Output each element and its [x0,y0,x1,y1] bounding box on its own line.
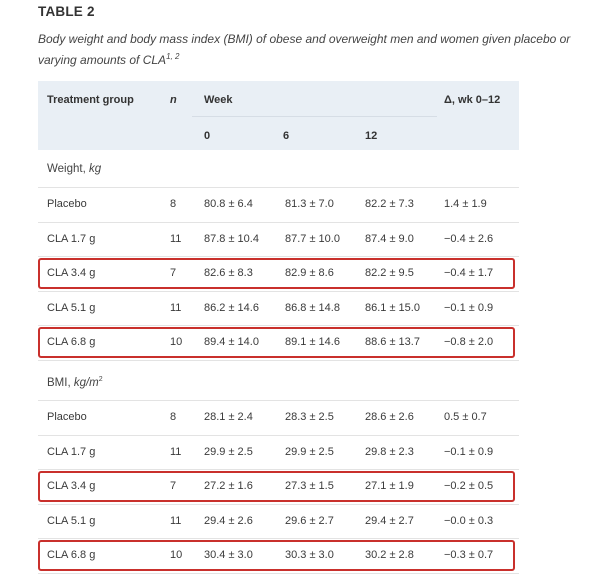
cell-week-12: 82.2 ± 9.5 [365,267,414,279]
row-divider [38,325,519,326]
cell-week-0: 86.2 ± 14.6 [204,301,259,314]
cell-week-0: 89.4 ± 14.0 [204,336,259,348]
cell-n: 7 [170,480,177,492]
cell-week-6: 27.3 ± 1.5 [285,480,334,492]
caption-footnote-marks: 1, 2 [166,52,180,61]
cell-delta: −0.4 ± 1.7 [444,267,494,279]
row-divider [38,504,519,505]
cell-group: CLA 1.7 g [47,445,96,458]
cell-n: 7 [170,267,177,279]
highlight-box [38,471,515,502]
row-divider [38,291,519,292]
section-unit-exponent: 2 [98,376,103,383]
header-delta: Δ, wk 0–12 [444,94,501,106]
cell-n: 8 [170,198,177,210]
week-subheader-rule [192,116,437,117]
cell-delta: 0.5 ± 0.7 [444,411,487,423]
cell-week-12: 30.2 ± 2.8 [365,549,414,561]
cell-delta: −0.8 ± 2.0 [444,336,494,348]
cell-week-6: 82.9 ± 8.6 [285,267,334,279]
section-label-text: BMI, [47,377,74,389]
cell-week-0: 30.4 ± 3.0 [204,549,253,561]
cell-delta: −0.1 ± 0.9 [444,445,494,458]
cell-week-0: 87.8 ± 10.4 [204,232,259,245]
row-divider [38,573,519,574]
row-divider [38,538,519,539]
table-caption [38,31,598,69]
section-unit: kg/m [73,377,99,389]
cell-group: CLA 5.1 g [47,301,96,314]
cell-group: Placebo [47,198,87,210]
cell-n: 11 [170,445,182,458]
cell-group: Placebo [47,411,87,423]
section-unit: kg [88,163,102,175]
row-divider [38,400,519,401]
cell-week-6: 87.7 ± 10.0 [285,232,340,245]
cell-delta: −0.0 ± 0.3 [444,514,494,527]
header-week-0: 0 [204,130,211,142]
cell-week-0: 80.8 ± 6.4 [204,198,253,210]
cell-group: CLA 3.4 g [47,267,96,279]
cell-group: CLA 1.7 g [47,232,96,245]
header-treatment-group: Treatment group [47,94,134,106]
cell-week-12: 27.1 ± 1.9 [365,480,414,492]
highlight-box [38,540,515,571]
cell-n: 10 [170,336,183,348]
cell-week-0: 27.2 ± 1.6 [204,480,253,492]
cell-group: CLA 5.1 g [47,514,96,527]
row-divider [38,187,519,188]
cell-week-6: 81.3 ± 7.0 [285,198,334,210]
section-label [47,163,101,175]
cell-week-6: 29.6 ± 2.7 [285,514,334,527]
cell-week-6: 30.3 ± 3.0 [285,549,334,561]
row-divider [38,360,519,361]
highlight-box [38,258,515,289]
cell-week-0: 29.9 ± 2.5 [204,445,253,458]
cell-delta: −0.3 ± 0.7 [444,549,494,561]
cell-n: 11 [170,301,182,314]
row-divider [38,469,519,470]
caption-text: Body weight and body mass index (BMI) of obese and overweight men and women given placebo or varying amounts of CLA [38,32,571,67]
cell-week-0: 82.6 ± 8.3 [204,267,253,279]
section-label-text: Weight, [47,163,89,175]
cell-week-6: 89.1 ± 14.6 [285,336,340,348]
cell-week-6: 86.8 ± 14.8 [285,301,340,314]
cell-group: CLA 3.4 g [47,480,96,492]
cell-group: CLA 6.8 g [47,549,96,561]
cell-week-6: 28.3 ± 2.5 [285,411,334,423]
cell-delta: −0.4 ± 2.6 [444,232,494,245]
cell-n: 8 [170,411,177,423]
row-divider [38,222,519,223]
cell-n: 11 [170,232,182,245]
row-divider [38,256,519,257]
section-label [47,376,103,389]
header-n: n [170,94,177,106]
cell-week-6: 29.9 ± 2.5 [285,445,334,458]
header-week-6: 6 [283,130,290,142]
header-week-12: 12 [365,130,378,142]
cell-week-12: 82.2 ± 7.3 [365,198,414,210]
cell-week-0: 29.4 ± 2.6 [204,514,253,527]
cell-week-12: 88.6 ± 13.7 [365,336,420,348]
table-title: TABLE 2 [38,4,95,19]
cell-group: CLA 6.8 g [47,336,96,348]
highlight-box [38,327,515,358]
cell-delta: −0.2 ± 0.5 [444,480,494,492]
row-divider [38,435,519,436]
cell-week-12: 86.1 ± 15.0 [365,301,420,314]
header-week: Week [204,94,233,106]
cell-week-12: 29.8 ± 2.3 [365,445,414,458]
cell-n: 10 [170,549,183,561]
cell-week-12: 29.4 ± 2.7 [365,514,414,527]
cell-n: 11 [170,514,182,527]
cell-week-0: 28.1 ± 2.4 [204,411,253,423]
cell-delta: −0.1 ± 0.9 [444,301,494,314]
cell-week-12: 28.6 ± 2.6 [365,411,414,423]
cell-delta: 1.4 ± 1.9 [444,198,487,210]
cell-week-12: 87.4 ± 9.0 [365,232,414,245]
